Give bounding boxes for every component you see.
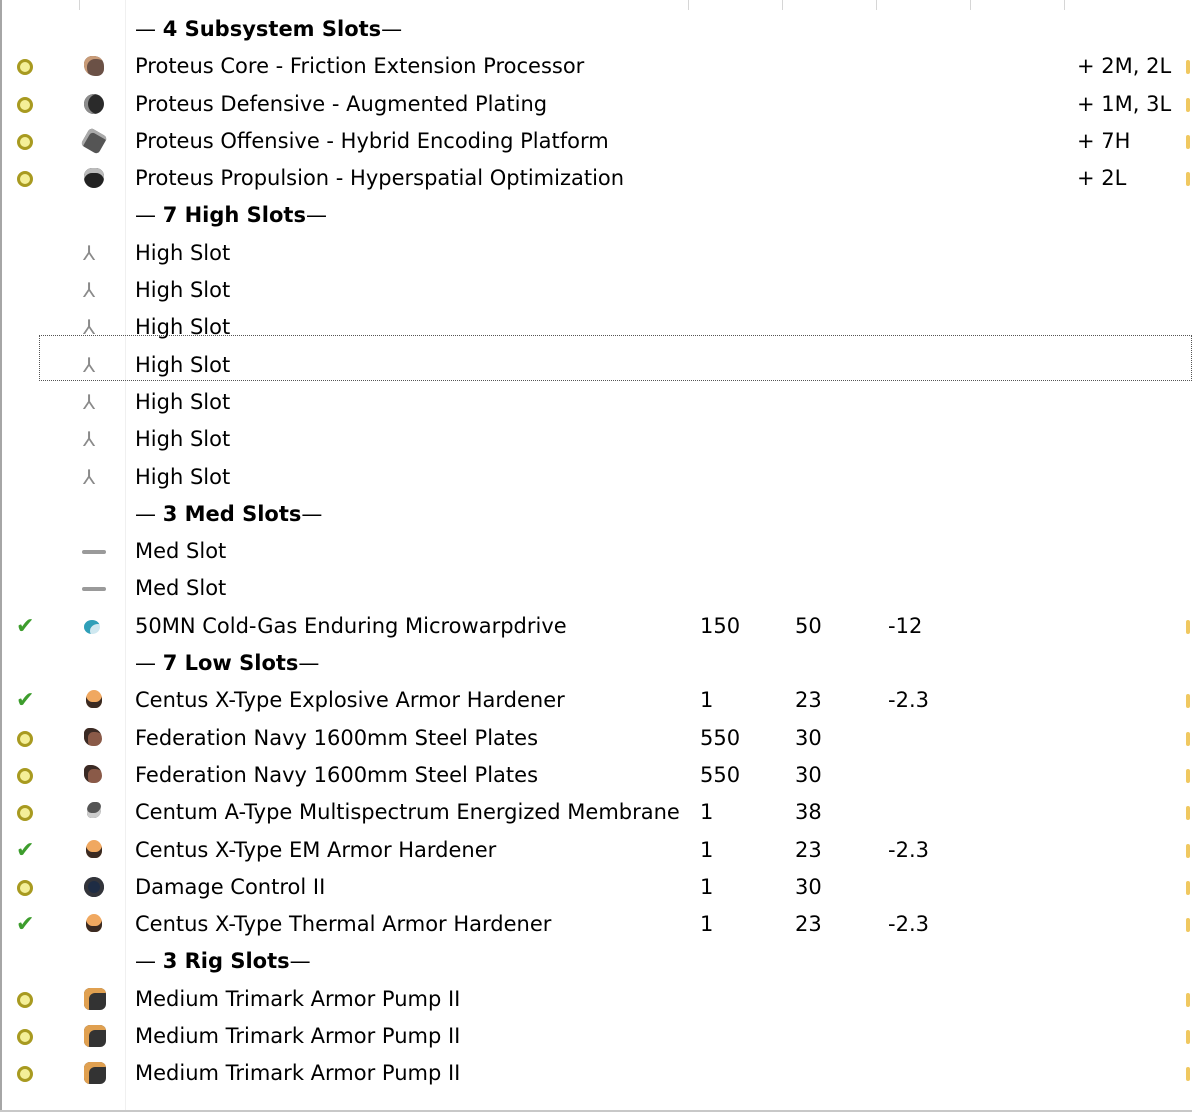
column-header-separator[interactable] [970, 0, 971, 10]
module-name: Centum A-Type Multispectrum Energized Membrane [135, 800, 680, 825]
module-row[interactable] [0, 421, 1192, 458]
module-name: Centus X-Type Thermal Armor Hardener [135, 912, 552, 937]
module-row[interactable] [0, 86, 1192, 123]
module-name: High Slot [135, 464, 231, 489]
module-v2-value: 23 [795, 912, 822, 937]
module-row[interactable] [0, 384, 1192, 421]
module-icon-cell [82, 1055, 110, 1092]
armor-hardener-icon [86, 914, 102, 932]
truncated-column-edge [1186, 794, 1192, 831]
module-v2-value: 23 [795, 837, 822, 862]
module-icon-cell [82, 123, 110, 160]
module-v4-value: + 2L [1077, 166, 1127, 191]
subsystem-core-icon [84, 56, 104, 76]
module-state[interactable] [14, 981, 38, 1018]
section-header[interactable] [0, 11, 1192, 48]
module-v2-value: 23 [795, 688, 822, 713]
online-state-icon [17, 731, 33, 747]
high-slot-icon: ⅄ [83, 240, 96, 265]
module-name: Medium Trimark Armor Pump II [135, 1061, 461, 1086]
module-state[interactable] [14, 235, 38, 272]
module-name: Medium Trimark Armor Pump II [135, 986, 461, 1011]
online-state-icon [17, 97, 33, 113]
module-state[interactable] [14, 608, 38, 645]
module-state[interactable] [14, 906, 38, 943]
truncated-value-mark [1186, 1030, 1190, 1044]
section-title [135, 11, 402, 48]
truncated-value-mark [1186, 1067, 1190, 1081]
online-state-icon [17, 134, 33, 150]
module-state[interactable] [14, 421, 38, 458]
module-icon-cell [82, 720, 110, 757]
truncated-value-mark [1186, 60, 1190, 74]
module-name: Medium Trimark Armor Pump II [135, 1024, 461, 1049]
section-dash: — [301, 501, 323, 526]
module-icon-cell [82, 794, 110, 831]
truncated-column-edge [1186, 981, 1192, 1018]
module-name: High Slot [135, 352, 231, 377]
module-v1-value: 550 [700, 725, 741, 750]
fitting-list [0, 11, 1192, 1093]
module-icon-cell [82, 832, 110, 869]
module-v4-value: + 7H [1077, 128, 1131, 153]
module-v3-value: -2.3 [888, 912, 929, 937]
module-state[interactable] [14, 570, 38, 607]
subsystem-defensive-icon [84, 94, 104, 114]
section-title [135, 645, 319, 682]
module-icon-cell [82, 347, 110, 384]
module-v1-value: 1 [700, 874, 714, 899]
section-dash: — [289, 949, 311, 974]
module-v1-value: 1 [700, 912, 714, 937]
module-icon-cell [82, 160, 110, 197]
high-slot-icon: ⅄ [83, 315, 96, 340]
section-dash: — [381, 17, 403, 41]
module-row[interactable] [0, 309, 1192, 346]
module-row[interactable] [0, 981, 1192, 1018]
module-row[interactable] [0, 1018, 1192, 1055]
truncated-column-edge [1186, 608, 1192, 645]
module-state[interactable] [14, 86, 38, 123]
module-v1-value: 1 [700, 837, 714, 862]
module-v3-value: -2.3 [888, 688, 929, 713]
module-row[interactable] [0, 272, 1192, 309]
module-row[interactable] [0, 459, 1192, 496]
online-state-icon [17, 805, 33, 821]
module-icon-cell [82, 1018, 110, 1055]
module-name: Med Slot [135, 576, 227, 601]
module-name: 50MN Cold-Gas Enduring Microwarpdrive [135, 613, 567, 638]
module-icon-cell [82, 48, 110, 85]
module-row[interactable] [0, 1055, 1192, 1092]
truncated-value-mark [1186, 172, 1190, 186]
subsystem-offensive-icon [80, 127, 107, 154]
truncated-column-edge [1186, 1018, 1192, 1055]
module-row[interactable] [0, 570, 1192, 607]
column-header-separator[interactable] [688, 0, 689, 10]
module-name: High Slot [135, 278, 231, 303]
truncated-value-mark [1186, 732, 1190, 746]
module-icon-cell [82, 421, 110, 458]
module-row[interactable] [0, 235, 1192, 272]
section-title-text: 7 Low Slots [162, 651, 299, 676]
column-header-separator[interactable] [1064, 0, 1065, 10]
active-check-icon: ✔ [16, 613, 35, 639]
module-state[interactable] [14, 533, 38, 570]
online-state-icon [17, 1066, 33, 1082]
truncated-column-edge [1186, 757, 1192, 794]
high-slot-icon: ⅄ [83, 427, 96, 452]
truncated-column-edge [1186, 832, 1192, 869]
module-row[interactable] [0, 720, 1192, 757]
section-header[interactable] [0, 943, 1192, 980]
module-state[interactable] [14, 794, 38, 831]
module-v2-value: 38 [795, 800, 822, 825]
section-dash: — [135, 949, 163, 974]
section-header[interactable] [0, 496, 1192, 533]
section-title-text: 3 Rig Slots [162, 949, 290, 974]
module-row[interactable] [0, 160, 1192, 197]
truncated-column-edge [1186, 48, 1192, 85]
section-title [135, 496, 322, 533]
online-state-icon [17, 880, 33, 896]
module-v2-value: 30 [795, 762, 822, 787]
module-name: Federation Navy 1600mm Steel Plates [135, 762, 539, 787]
steel-plates-icon [84, 728, 102, 746]
module-v1-value: 1 [700, 800, 714, 825]
module-state[interactable] [14, 757, 38, 794]
module-name: High Slot [135, 240, 231, 265]
module-row[interactable] [0, 608, 1192, 645]
armor-hardener-icon [86, 690, 102, 708]
module-row[interactable] [0, 869, 1192, 906]
module-icon-cell [82, 682, 110, 719]
module-icon-cell [82, 309, 110, 346]
module-row[interactable] [0, 757, 1192, 794]
column-header-separator[interactable] [782, 0, 783, 10]
truncated-value-mark [1186, 844, 1190, 858]
module-v3-value: -2.3 [888, 837, 929, 862]
truncated-value-mark [1186, 620, 1190, 634]
module-state[interactable] [14, 459, 38, 496]
truncated-value-mark [1186, 769, 1190, 783]
truncated-column-edge [1186, 682, 1192, 719]
module-icon-cell [82, 235, 110, 272]
module-icon-cell [82, 757, 110, 794]
high-slot-icon: ⅄ [83, 464, 96, 489]
module-name: Proteus Offensive - Hybrid Encoding Platform [135, 128, 609, 153]
module-icon-cell [82, 384, 110, 421]
section-title [135, 197, 327, 234]
online-state-icon [17, 992, 33, 1008]
module-v2-value: 30 [795, 874, 822, 899]
module-row[interactable] [0, 123, 1192, 160]
module-state[interactable] [14, 272, 38, 309]
module-row[interactable] [0, 347, 1192, 384]
module-v2-value: 50 [795, 613, 822, 638]
active-check-icon: ✔ [16, 837, 35, 863]
microwarpdrive-icon [84, 620, 100, 634]
module-state[interactable] [14, 309, 38, 346]
module-icon-cell [82, 906, 110, 943]
module-row[interactable] [0, 906, 1192, 943]
module-state[interactable] [14, 1018, 38, 1055]
module-v3-value: -12 [888, 613, 923, 638]
high-slot-icon: ⅄ [83, 278, 96, 303]
module-v1-value: 150 [700, 613, 741, 638]
active-check-icon: ✔ [16, 688, 35, 714]
armor-pump-rig-icon [84, 1025, 106, 1047]
module-name: Med Slot [135, 539, 227, 564]
truncated-value-mark [1186, 918, 1190, 932]
subsystem-propulsion-icon [84, 168, 104, 188]
module-icon-cell [82, 86, 110, 123]
module-state[interactable] [14, 48, 38, 85]
active-check-icon: ✔ [16, 912, 35, 938]
module-name: High Slot [135, 427, 231, 452]
module-row[interactable] [0, 48, 1192, 85]
module-name: Damage Control II [135, 874, 326, 899]
module-name: Centus X-Type Explosive Armor Hardener [135, 688, 565, 713]
truncated-value-mark [1186, 806, 1190, 820]
truncated-column-edge [1186, 720, 1192, 757]
online-state-icon [17, 171, 33, 187]
energized-membrane-icon [87, 802, 101, 818]
module-state[interactable] [14, 832, 38, 869]
damage-control-icon [84, 877, 104, 897]
module-state[interactable] [14, 682, 38, 719]
module-icon-cell [82, 608, 110, 645]
online-state-icon [17, 59, 33, 75]
truncated-value-mark [1186, 98, 1190, 112]
column-header-separator[interactable] [876, 0, 877, 10]
section-dash: — [298, 651, 320, 676]
online-state-icon [17, 768, 33, 784]
column-header-separator[interactable] [79, 0, 80, 10]
section-title-text: 3 Med Slots [162, 501, 302, 526]
truncated-column-edge [1186, 906, 1192, 943]
module-v2-value: 30 [795, 725, 822, 750]
module-icon-cell [82, 272, 110, 309]
module-state[interactable] [14, 347, 38, 384]
section-dash: — [135, 501, 163, 526]
high-slot-icon: ⅄ [83, 352, 96, 377]
section-title-text: 4 Subsystem Slots [162, 17, 382, 41]
truncated-column-edge [1186, 869, 1192, 906]
high-slot-icon: ⅄ [83, 389, 96, 414]
section-header[interactable] [0, 197, 1192, 234]
section-header[interactable] [0, 645, 1192, 682]
module-state[interactable] [14, 384, 38, 421]
truncated-column-edge [1186, 123, 1192, 160]
section-dash: — [305, 203, 327, 228]
module-name: Federation Navy 1600mm Steel Plates [135, 725, 539, 750]
module-state[interactable] [14, 1055, 38, 1092]
module-v1-value: 1 [700, 688, 714, 713]
truncated-column-edge [1186, 160, 1192, 197]
module-name: Centus X-Type EM Armor Hardener [135, 837, 497, 862]
online-state-icon [17, 1029, 33, 1045]
section-title-text: 7 High Slots [162, 203, 306, 228]
truncated-value-mark [1186, 993, 1190, 1007]
med-slot-icon [82, 587, 106, 591]
module-v1-value: 550 [700, 762, 741, 787]
armor-pump-rig-icon [84, 1062, 106, 1084]
module-state[interactable] [14, 869, 38, 906]
med-slot-icon [82, 550, 106, 554]
truncated-value-mark [1186, 881, 1190, 895]
module-name: Proteus Propulsion - Hyperspatial Optimization [135, 166, 625, 191]
module-state[interactable] [14, 720, 38, 757]
section-dash: — [135, 203, 163, 228]
module-icon-cell [82, 570, 110, 607]
module-row[interactable] [0, 794, 1192, 831]
module-name: Proteus Core - Friction Extension Processor [135, 54, 585, 79]
truncated-column-edge [1186, 86, 1192, 123]
module-row[interactable] [0, 533, 1192, 570]
module-icon-cell [82, 869, 110, 906]
section-dash: — [135, 17, 163, 41]
module-name: High Slot [135, 315, 231, 340]
armor-hardener-icon [86, 840, 102, 858]
module-v4-value: + 1M, 3L [1077, 91, 1172, 116]
module-state[interactable] [14, 160, 38, 197]
module-state[interactable] [14, 123, 38, 160]
truncated-value-mark [1186, 694, 1190, 708]
truncated-value-mark [1186, 135, 1190, 149]
module-icon-cell [82, 981, 110, 1018]
section-title [135, 943, 311, 980]
section-dash: — [135, 651, 163, 676]
module-row[interactable] [0, 832, 1192, 869]
module-name: High Slot [135, 389, 231, 414]
module-v4-value: + 2M, 2L [1077, 54, 1172, 79]
module-row[interactable] [0, 682, 1192, 719]
truncated-column-edge [1186, 1055, 1192, 1092]
module-icon-cell [82, 459, 110, 496]
armor-pump-rig-icon [84, 988, 106, 1010]
steel-plates-icon [84, 765, 102, 783]
module-name: Proteus Defensive - Augmented Plating [135, 91, 548, 116]
module-icon-cell [82, 533, 110, 570]
